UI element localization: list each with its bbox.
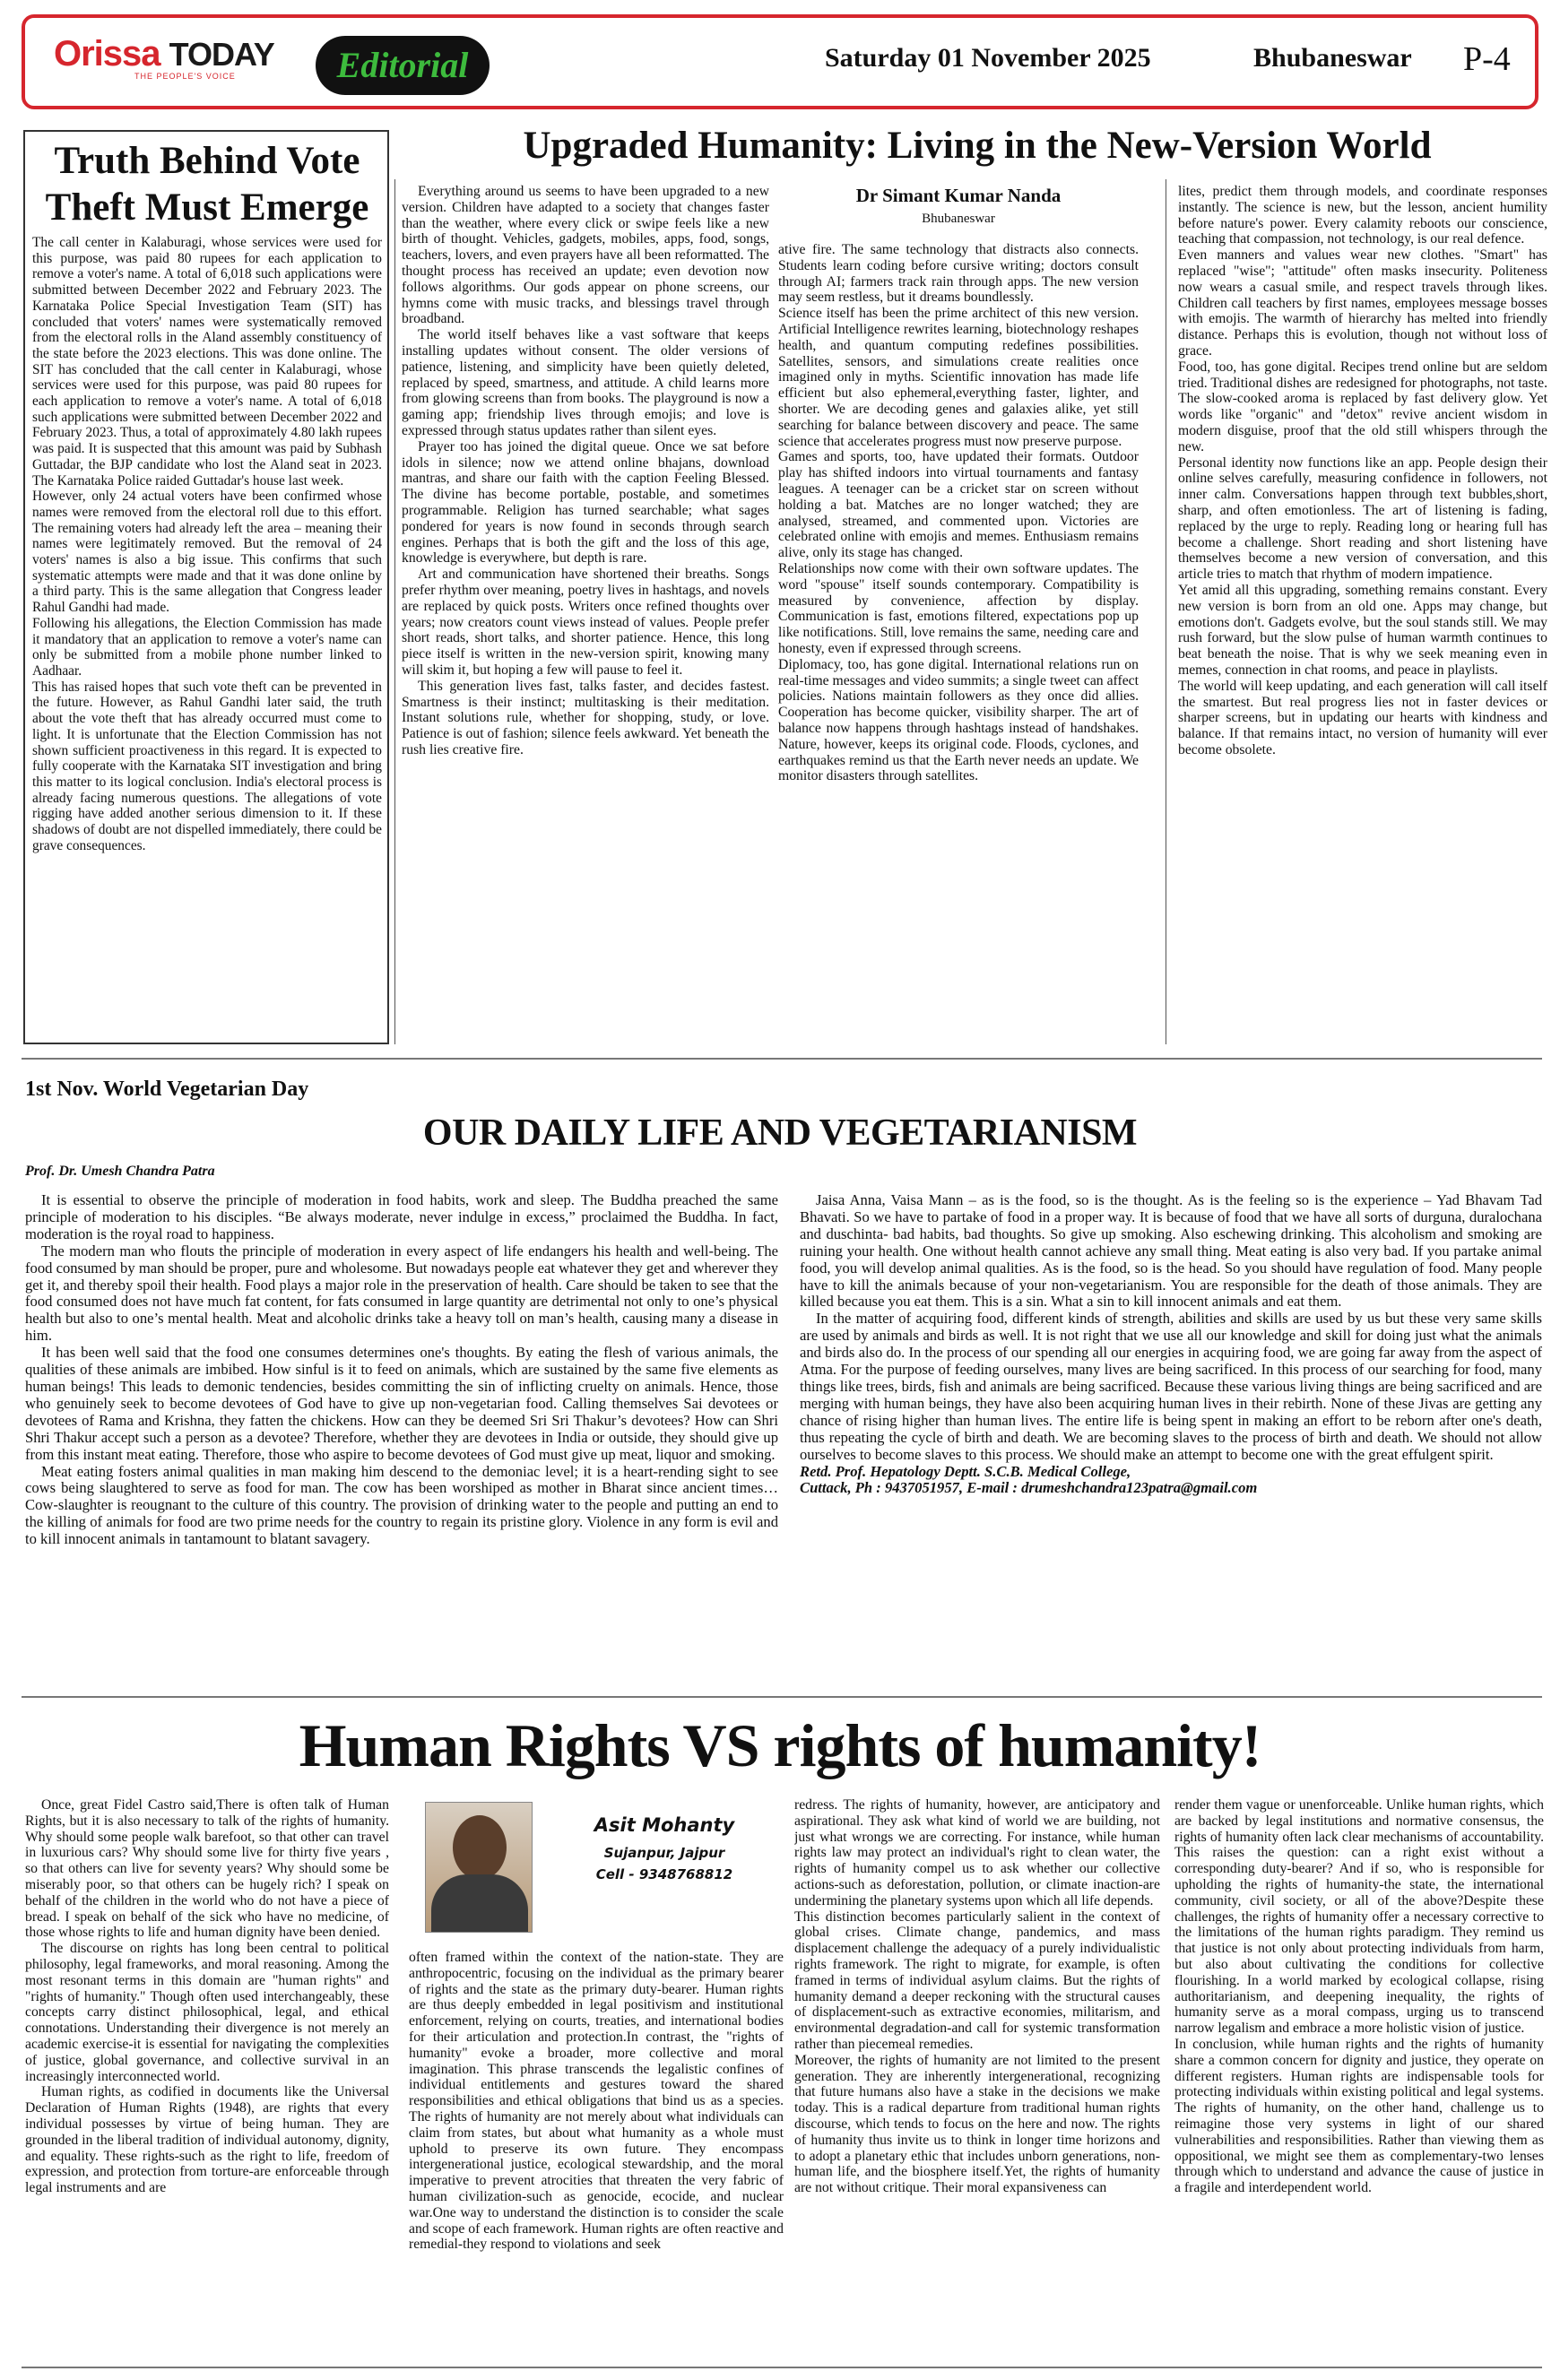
signature-line: Cuttack, Ph : 9437051957, E-mail : drumeshchandra123patra@gmail.com xyxy=(800,1479,1258,1497)
paragraph: This distinction becomes particularly salient in the context of global crises. Climate change, pandemics, and mass displacement challenge the adequacy of a purely individualistic rights framework. The right to migrate, for example, is often framed in terms of individual asylum claims. But the rights of humanity demand a deeper reckoning with the structural causes of displacement-such as extractive economies, militarism, and environmental degradation-and call for systemic transformation rather than piecemeal remedies. xyxy=(794,1908,1160,2052)
paragraph: In the matter of acquiring food, different kinds of strength, abilities and skills are used by us but these very same skills are used by animals and birds as well. It is not right that we use all our knowledge and skill for doing just what the animals and birds also do. In the process of our spending all our energies in acquiring food, we are going far away from the aspect of Atma. For the purpose of feeding ourselves, many lives are being sacrificed. In this process of our searching for food, many things like trees, birds, fish and animals are being sacrificed. Because these various living things are being sacrificed and are merging with human beings, they have also been acquiring human lives in their rebirth. None of these Jivas are getting any chance of rising higher than human lives. The entire life is being spent in making an effort to be reborn after one's death, thus repeating the cycle of birth and death. We are becoming slaves to the process of birth and death. We should not allow ourselves to become slaves to this process. We should make an attempt to become one with the great effulgent spirit. xyxy=(800,1310,1542,1463)
paragraph: In conclusion, while human rights and the rights of humanity share a common concern for dignity and justice, they operate on different registers. Human rights are indispensable tools for protecting individuals within existing political and legal systems. The rights of humanity, on the other hand, challenge us to reimagine those very systems in light of our shared vulnerabilities and responsibilities. Rather than viewing them as oppositional, we might see them as complementary-two lenses through which to understand and advance the cause of justice in a fragile and interdependent world. xyxy=(1174,2036,1544,2196)
article-column xyxy=(778,242,1139,1040)
paragraph: Meat eating fosters animal qualities in man making him descend to the demoniac level; it is a heart-rending sight to see cows being slaughtered to serve as food for man. The cow has been worshiped as mother in Bharat since ancient times… Cow-slaughter is reougnant to the culture of this country. The provision of drinking water to the people and putting an end to the killing of animals for food are two prime needs for the country to regain its pristine glory. Violence in any form is evil and to kill innocent animals in tantamount to blatant savagery. xyxy=(25,1462,778,1548)
article-column xyxy=(25,1192,778,1683)
article-column xyxy=(800,1192,1542,1683)
byline-location: Bhubaneswar xyxy=(922,212,995,226)
kicker: 1st Nov. World Vegetarian Day xyxy=(25,1077,309,1101)
paragraph: Relationships now come with their own software updates. The word "spouse" itself sounds contemporary. Compatibility is measured by convenience, affection by display. Communication is fast, emotions filtered, expectations pop up like notifications. Still, love remains the same, needing care and honesty, even if expressed through screens. xyxy=(778,560,1139,656)
paragraph: The modern man who flouts the principle of moderation in every aspect of life endangers his health and well-being. The food consumed by man should be proper, pure and wholesome. But nowadays people eat whatever they get and wherever they get it, and thereby spoil their health. Food plays a major role in the preservation of health. Care should be taken to see that the food consumed does not have much fat content, for fats consumed in large quantity are detrimental not only to one’s physical health but also to one’s mental health. Meat and alcoholic drinks take a heavy toll on man’s health, causing many a disease in him. xyxy=(25,1242,778,1345)
paragraph: Art and communication have shortened their breaths. Songs prefer rhythm over meaning, poetry lives in hashtags, and novels are replaced by quick posts. Writers once refined thoughts over years; now creators count views instead of values. People prefer short reads, short talks, and shorter patience. Hence, this long piece itself is written in the new-version spirit, knowing many will skim it, but hoping a few will pause to feel it. xyxy=(402,567,769,678)
byline-phone: Cell - 9348768812 xyxy=(595,1866,733,1882)
editorial-body xyxy=(32,235,382,1040)
byline: Prof. Dr. Umesh Chandra Patra xyxy=(25,1164,215,1179)
paragraph: It has been well said that the food one consumes determines one's thoughts. By eating the flesh of various animals, the qualities of these animals are imbibed. How sinful is it to feed on animals, which are sustained by the same five elements as human beings! This leads to demonic tendencies, besides committing the sin of inflicting cruelty on animals. Hence, those who genuinely seek to become devotees of God have to give up non-vegetarian food. Calling themselves Sai devotees or devotees of Rama and Krishna, they fatten the chickens. How can they be deemed Sri Sri Thakur’s devotees? How can Shri Shri Thakur accept such a person as a devotee? Therefore, whether they are devotees in India or outside, they should give up from this instant meat eating. Therefore, those who aspire to become devotees of God must give up meat, liquor and smoking. xyxy=(25,1344,778,1463)
logo-main: Orissa xyxy=(54,34,169,74)
article-column xyxy=(25,1797,389,2362)
article-column xyxy=(1178,184,1547,1035)
paragraph: redress. The rights of humanity, however, are anticipatory and aspirational. They ask what kind of world we are building, not just what wrongs we are correcting. For instance, while human rights law may protect an individual's right to clean water, the rights of humanity compel us to ask whether our collective actions-such as deforestation, pollution, or climate inaction-are undermining the planetary systems upon which all life depends. xyxy=(794,1797,1160,1908)
byline: Dr Simant Kumar Nanda xyxy=(855,185,1062,206)
paragraph: render them vague or unenforceable. Unlike human rights, which are backed by legal institutions and normative consensus, the rights of humanity often lack clear mechanisms of accountability. This raises the question: can a right exist without a corresponding duty-bearer? And if so, who is responsible for upholding the rights of humanity-the state, the international community, civil society, or all of the above?Despite these challenges, the rights of humanity offer a necessary corrective to the limitations of the human rights paradigm. They remind us that justice is not only about protecting individuals from harm, but also about cultivating the conditions for collective flourishing. In a world marked by ecological collapse, rising authoritarianism, and deepening inequality, the rights of humanity serve as a moral compass, urging us to transcend narrow legalism and embrace a more holistic vision of justice. xyxy=(1174,1797,1544,2037)
column-divider xyxy=(394,179,395,1044)
paragraph: Jaisa Anna, Vaisa Mann – as is the food, so is the thought. As is the feeling so is the experience – Yad Bhavam Tad Bhavati. So we have to partake of food in a proper way. It is because of food that we have all sorts of durguna, duralochana and duschinta- bad habits, bad thoughts. So give up smoking. Also eschewing drinking. This alcoholism and smoking are ruining your health. One without health cannot achieve any small thing. Meat eating is also very bad. If you partake animal food, you will develop animal qualities. As is the food, so is the head. So you should have regulation of food. Many people have to kill the animals because of your non-vegetarianism. You are responsible for the death of those animals. They are killed because you eat them. This is a sin. What a sin to kill innocent animals and eat them. xyxy=(800,1192,1542,1311)
article-title: Upgraded Humanity: Living in the New-Version World xyxy=(523,125,1432,167)
byline: Asit Mohanty xyxy=(594,1814,735,1836)
issue-city: Bhubaneswar xyxy=(1253,43,1412,73)
article-column xyxy=(402,184,769,1035)
article-column xyxy=(409,1950,784,2362)
section-divider xyxy=(22,1058,1542,1060)
paragraph: The world itself behaves like a vast software that keeps installing updates without consent. The older versions of patience, listening, and simplicity have been quietly deleted, replaced by speed, smartness, and attitude. A child learns more from glowing screens than from books. The playground is now a gaming app; friendship lives through emojis; and love is expressed through status updates rather than silent eyes. xyxy=(402,327,769,438)
paragraph: Once, great Fidel Castro said,There is often talk of Human Rights, but it is also necessary to talk of the rights of humanity. Why should some people walk barefoot, so that other can travel in luxurious cars? Why should some live for thirty five years , so that others can live for seventy years? Why should some be miserably poor, so that others can be hugely rich? I speak on behalf of the children in the world who do not have a piece of bread. I speak on behalf of the sick who have no medicine, of those whose rights to life and human dignity have been denied. xyxy=(25,1797,389,1941)
logo xyxy=(54,34,274,74)
paragraph: Prayer too has joined the digital queue. Once we sat before idols in silence; now we attend online bhajans, download mantras, and share our faith with the caption Feeling Blessed. The divine has become portable, postable, and sometimes programmable. Religion has turned searchable; what sages pondered for years is now found in seconds through search engines. Perhaps that is both the gift and the loss of this age, knowledge is everywhere, but depth is rare. xyxy=(402,438,769,567)
signature-line: Retd. Prof. Hepatology Deptt. S.C.B. Medical College, xyxy=(800,1462,1131,1480)
paragraph: Games and sports, too, have updated their formats. Outdoor play has shifted indoors into virtual tournaments and fantasy leagues. A teenager can be a cricket star on screen without holding a bat. Matches are no longer watched; they are analysed, streamed, and commented upon. Victories are celebrated online with emojis and memes. Enthusiasm remains alive, only its stage has changed. xyxy=(778,449,1139,561)
bottom-rule xyxy=(22,2367,1542,2368)
logo-accent: TODAY xyxy=(169,36,274,73)
paragraph: Yet amid all this upgrading, something remains constant. Every new version is born from an old one. Apps may change, but emotions don't. Gadgets evolve, but the soul stands still. We may rush forward, but the slow pulse of human warmth continues to beat beneath the noise. That is why we seek meaning even in memes, connection in chat rooms, and peace in playlists. xyxy=(1178,582,1547,678)
article-column xyxy=(1174,1797,1544,2362)
paragraph: Moreover, the rights of humanity are not limited to the present generation. They are inherently intergenerational, recognizing that future humans also have a stake in the decisions we make today. This is a radical departure from traditional human rights discourse, which tends to focus on the here and now. The rights of humanity thus invite us to think in longer time horizons and to adopt a planetary ethic that includes unborn generations, non-human life, and the biosphere itself.Yet, the rights of humanity are not without critique. Their moral expansiveness can xyxy=(794,2052,1160,2196)
paragraph: The world will keep updating, and each generation will call itself the smartest. But real progress lies not in faster devices or sharper screens, but in updating our hearts with kindness and balance. If that remains intact, no version of humanity will ever become obsolete. xyxy=(1178,678,1547,757)
paragraph: Even manners and values wear new clothes. "Smart" has replaced "wise"; "attitude" often masks insecurity. Politeness now wears a casual smile, and respect travels through likes. Children call teachers by first names, employees message bosses with emojis. The warmth of hierarchy has melted into friendly distance. Perhaps this is evolution, though not without loss of grace. xyxy=(1178,247,1547,359)
paragraph: However, only 24 actual voters have been confirmed whose names were removed from the electoral roll due to this effort. The remaining voters had already left the area – meaning their names were legitimately removed. But the removal of 24 voters' names is also a big issue. This confirms that such systematic attempts were made and that it was done online by a third party. This is the same allegation that Congress leader Rahul Gandhi had made. xyxy=(32,489,382,616)
author-signature xyxy=(800,1464,1542,1498)
paragraph: Human rights, as codified in documents like the Universal Declaration of Human Rights (1948), are rights that every individual possesses by virtue of being human. They are grounded in the liberal tradition of individual autonomy, dignity, and equality. These rights-such as the right to life, freedom of expression, and protection from torture-are enforceable through legal instruments and are xyxy=(25,2084,389,2196)
byline-location: Sujanpur, Jajpur xyxy=(603,1845,725,1861)
page-number: P-4 xyxy=(1463,40,1511,78)
article-title: OUR DAILY LIFE AND VEGETARIANISM xyxy=(422,1112,1138,1154)
paragraph: Following his allegations, the Election Commission has made it mandatory that an application to remove a voter's name can only be submitted from a mobile phone number linked to Aadhaar. xyxy=(32,615,382,679)
paragraph: Everything around us seems to have been upgraded to a new version. Children have adapted to a society that changes faster than the weather, where every click or swipe feels like a new birth of thought. Vehicles, gadgets, mobiles, apps, food, songs, teachers, lovers, and even prayers have all been reformatted. The thought process has received an update; even devotion now follows algorithms. Our gods appear on phone screens, our hymns come with music tracks, and blessings travel through broadband. xyxy=(402,184,769,327)
paragraph: Personal identity now functions like an app. People design their online selves carefully, measuring confidence in followers, not inner calm. Conversations happen through text bubbles,short, sharp, and often emotionless. The art of listening is fading, replaced by the urge to reply. Reading long or hearing full has become a challenge. Short reading and short listening have themselves become a new version of conversation, and this article tries to match that rhythm of modern impatience. xyxy=(1178,454,1547,583)
editorial-title: Truth Behind Vote Theft Must Emerge xyxy=(45,140,369,229)
paragraph: The call center in Kalaburagi, whose services were used for this purpose, was paid 80 rupees for each application to remove a voter's name. A total of 6,018 such applications were submitted between December 2022 and February 2023. The Karnataka Police Special Investigation Team (SIT) has concluded that voters' names were systematically removed from the electoral rolls in the Aland assembly constituency of the state before the 2023 elections. This was done online. The SIT has concluded that the call center in Kalaburagi, whose services were used for this purpose, was paid 80 rupees for each application to remove a voter's name. A total of 6,018 such applications were submitted between December 2022 and February 2023. Thus, a total of approximately 4.80 lakh rupees was paid. It is suspected that this amount was paid by Subhash Guttadar, the BJP candidate who lost the Aland seat in 2023. The Karnataka Police raided Guttadar's house last week. xyxy=(32,235,382,489)
paragraph: Science itself has been the prime architect of this new version. Artificial Intelligence rewrites learning, biotechnology reshapes health, and quantum computing redefines possibilities. Satellites, sensors, and simulations create realities once imagined only in myths. Scientific innovation has made life efficient but also ephemeral,everything faster, lighter, and shorter. We are decoding genes and galaxies alike, yet still searching for balance between discovery and peace. The same science that accelerates progress must now preserve purpose. xyxy=(778,306,1139,449)
author-photo xyxy=(425,1802,533,1933)
paragraph: This has raised hopes that such vote theft can be prevented in the future. However, as Rahul Gandhi later said, the truth about the vote theft that has already occurred must come to light. It is unfortunate that the Election Commission has not shown sufficient proactiveness in this regard. It is expected to fully cooperate with the Karnataka SIT investigation and bring this matter to its logical conclusion. India's electoral process is already facing numerous questions. The allegations of vote rigging have added another serious dimension to it. If these shadows of doubt are not dispelled immediately, there could be grave consequences. xyxy=(32,679,382,853)
paragraph: ative fire. The same technology that distracts also connects. Students learn coding before cursive writing; doctors consult through AI; farmers track rain through apps. The new version may seem restless, but it dreams boundlessly. xyxy=(778,242,1139,306)
article-column xyxy=(794,1797,1160,2362)
paragraph: Diplomacy, too, has gone digital. International relations run on real-time messages and video summits; a single tweet can affect policies. Nations maintain followers as they once did allies. Cooperation has become quicker, visibility sharper. The art of balance now happens through hashtags instead of handshakes. Nature, however, keeps its original code. Floods, cyclones, and earthquakes remind us that the Earth never needs an update. We monitor disasters through satellites. xyxy=(778,656,1139,784)
paragraph: It is essential to observe the principle of moderation in food habits, work and sleep. The Buddha preached the same principle of moderation to his disciples. “Be always moderate, never indulge in excess,” proclaimed the Buddha. In fact, moderation is the royal road to happiness. xyxy=(25,1192,778,1242)
issue-date: Saturday 01 November 2025 xyxy=(825,43,1151,73)
article-title: Human Rights VS rights of humanity! xyxy=(299,1711,1261,1779)
paragraph: Food, too, has gone digital. Recipes trend online but are seldom tried. Traditional dishes are redesigned for photographs, not taste. The slow-cooked aroma is replaced by fast delivery glow. Yet words like "organic" and "detox" revive ancient wisdom in modern disguise, proof that the old still whispers through the new. xyxy=(1178,359,1547,454)
paragraph: lites, predict them through models, and coordinate responses instantly. The science is new, but the lesson, ancient humility before nature's power. Every calamity reboots our conscience, teaching that compassion, not technology, is our real defence. xyxy=(1178,184,1547,247)
paragraph: This generation lives fast, talks faster, and decides fastest. Smartness is their instinct; multitasking is their meditation. Instant solutions rule, whether for shopping, study, or love. Patience is out of fashion; silence feels awkward. Yet beneath the rush lies creative fire. xyxy=(402,678,769,757)
logo-tagline: THE PEOPLE'S VOICE xyxy=(134,72,236,81)
paragraph: The discourse on rights has long been central to political philosophy, legal frameworks, and moral reasoning. Among the most resonant terms in this domain are "human rights" and "rights of humanity." Though often used interchangeably, these concepts carry distinct philosophical, legal, and ethical connotations. Understanding their divergence is not merely an academic exercise-it is essential for navigating the complexities of justice, global governance, and collective survival in an increasingly interconnected world. xyxy=(25,1941,389,2084)
paragraph: often framed within the context of the nation-state. They are anthropocentric, focusing on the individual as the primary bearer of rights and the state as the primary duty-bearer. Human rights are thus deeply embedded in legal positivism and institutional enforcement, relying on courts, treaties, and international bodies for their articulation and protection.In contrast, the "rights of humanity" evoke a broader, more collective and moral imagination. This phrase transcends the legalistic confines of individual entitlements and gestures toward the shared responsibilities and ethical obligations that bind us as a species. The rights of humanity are not merely about what individuals can claim from states, but about what humanity as a whole must uphold to preserve its own future. They encompass intergenerational justice, ecological stewardship, and the moral imperative to prevent atrocities that threaten the very fabric of human civilization-such as genocide, ecocide, and nuclear war.One way to understand the distinction is to consider the scale and scope of each framework. Human rights are often reactive and remedial-they respond to violations and seek xyxy=(409,1950,784,2253)
section-divider xyxy=(22,1696,1542,1698)
section-badge: Editorial xyxy=(316,36,490,95)
